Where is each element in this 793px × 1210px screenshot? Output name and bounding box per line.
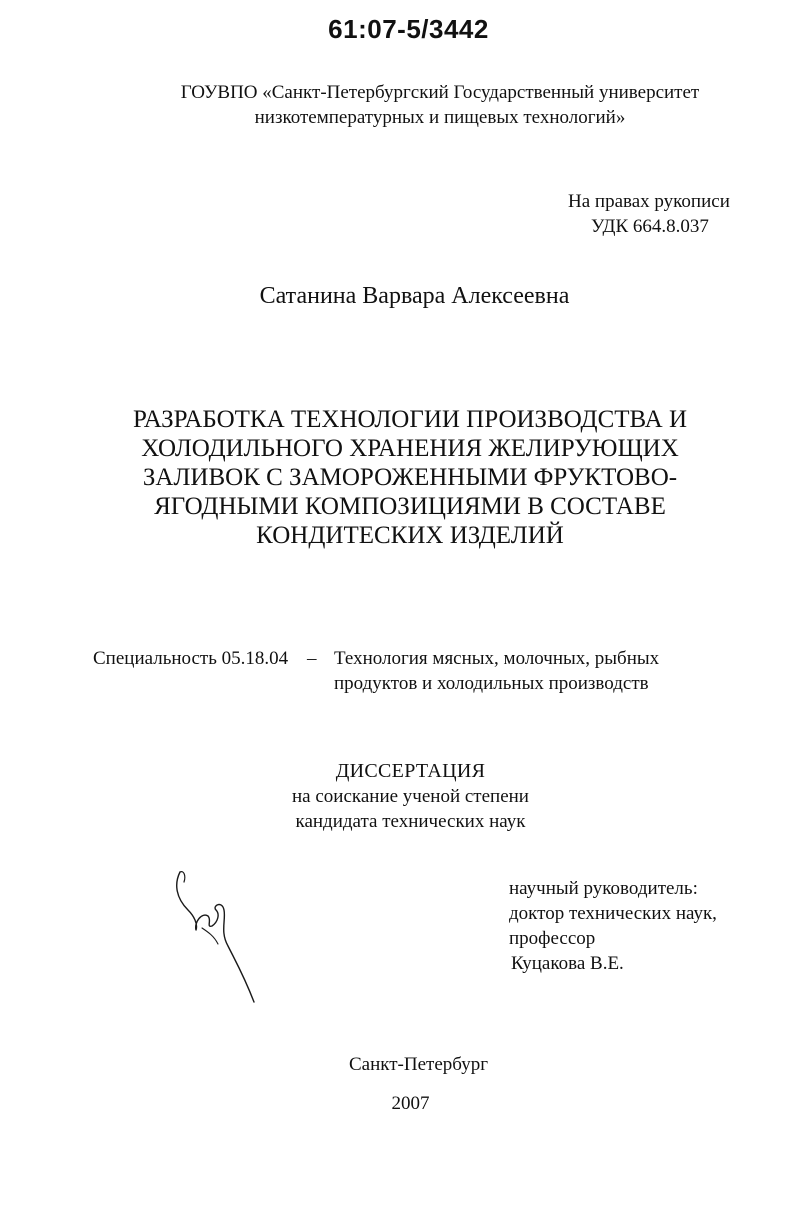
title-line: ХОЛОДИЛЬНОГО ХРАНЕНИЯ ЖЕЛИРУЮЩИХ (141, 435, 679, 462)
specialty-description-line-2: продуктов и холодильных производств (334, 673, 649, 694)
institution-header (120, 80, 760, 130)
supervisor-block (509, 876, 717, 976)
manuscript-rights-label: На правах рукописи (568, 191, 730, 212)
title-line: РАЗРАБОТКА ТЕХНОЛОГИИ ПРОИЗВОДСТВА И (132, 406, 688, 433)
author-name: Сатанина Варвара Алексеевна (259, 283, 570, 309)
supervisor-role: научный руководитель: (509, 878, 698, 899)
institution-line-1: ГОУВПО «Санкт-Петербургский Государственный университет (180, 82, 700, 103)
year: 2007 (391, 1093, 430, 1114)
degree-line-2: кандидата технических наук (295, 811, 526, 832)
specialty-description-line-1: Технология мясных, молочных, рыбных (334, 648, 660, 669)
archive-stamp-number: 61:07-5/3442 (328, 14, 489, 44)
supervisor-rank: профессор (509, 928, 596, 949)
specialty-code: Специальность 05.18.04 (93, 648, 289, 669)
specialty-dash: – (307, 648, 317, 669)
dissertation-title (110, 405, 710, 550)
institution-line-2: низкотемпературных и пищевых технологий» (254, 107, 626, 128)
title-line: ЯГОДНЫМИ КОМПОЗИЦИЯМИ В СОСТАВЕ (154, 493, 666, 520)
degree-block (14, 759, 793, 834)
city: Санкт-Петербург (348, 1054, 488, 1075)
supervisor-name: Куцакова В.Е. (511, 953, 624, 974)
degree-line-1: на соискание ученой степени (292, 786, 529, 807)
manuscript-rights-block (568, 189, 730, 239)
title-line: КОНДИТЕСКИХ ИЗДЕЛИЙ (256, 522, 564, 549)
specialty-description (334, 646, 714, 696)
supervisor-degree: доктор технических наук, (509, 903, 717, 924)
udk-code: УДК 664.8.037 (591, 216, 709, 237)
signature-icon (168, 866, 278, 1006)
title-line: ЗАЛИВОК С ЗАМОРОЖЕННЫМИ ФРУКТОВО- (142, 464, 678, 491)
document-type-heading: ДИССЕРТАЦИЯ (335, 760, 486, 782)
